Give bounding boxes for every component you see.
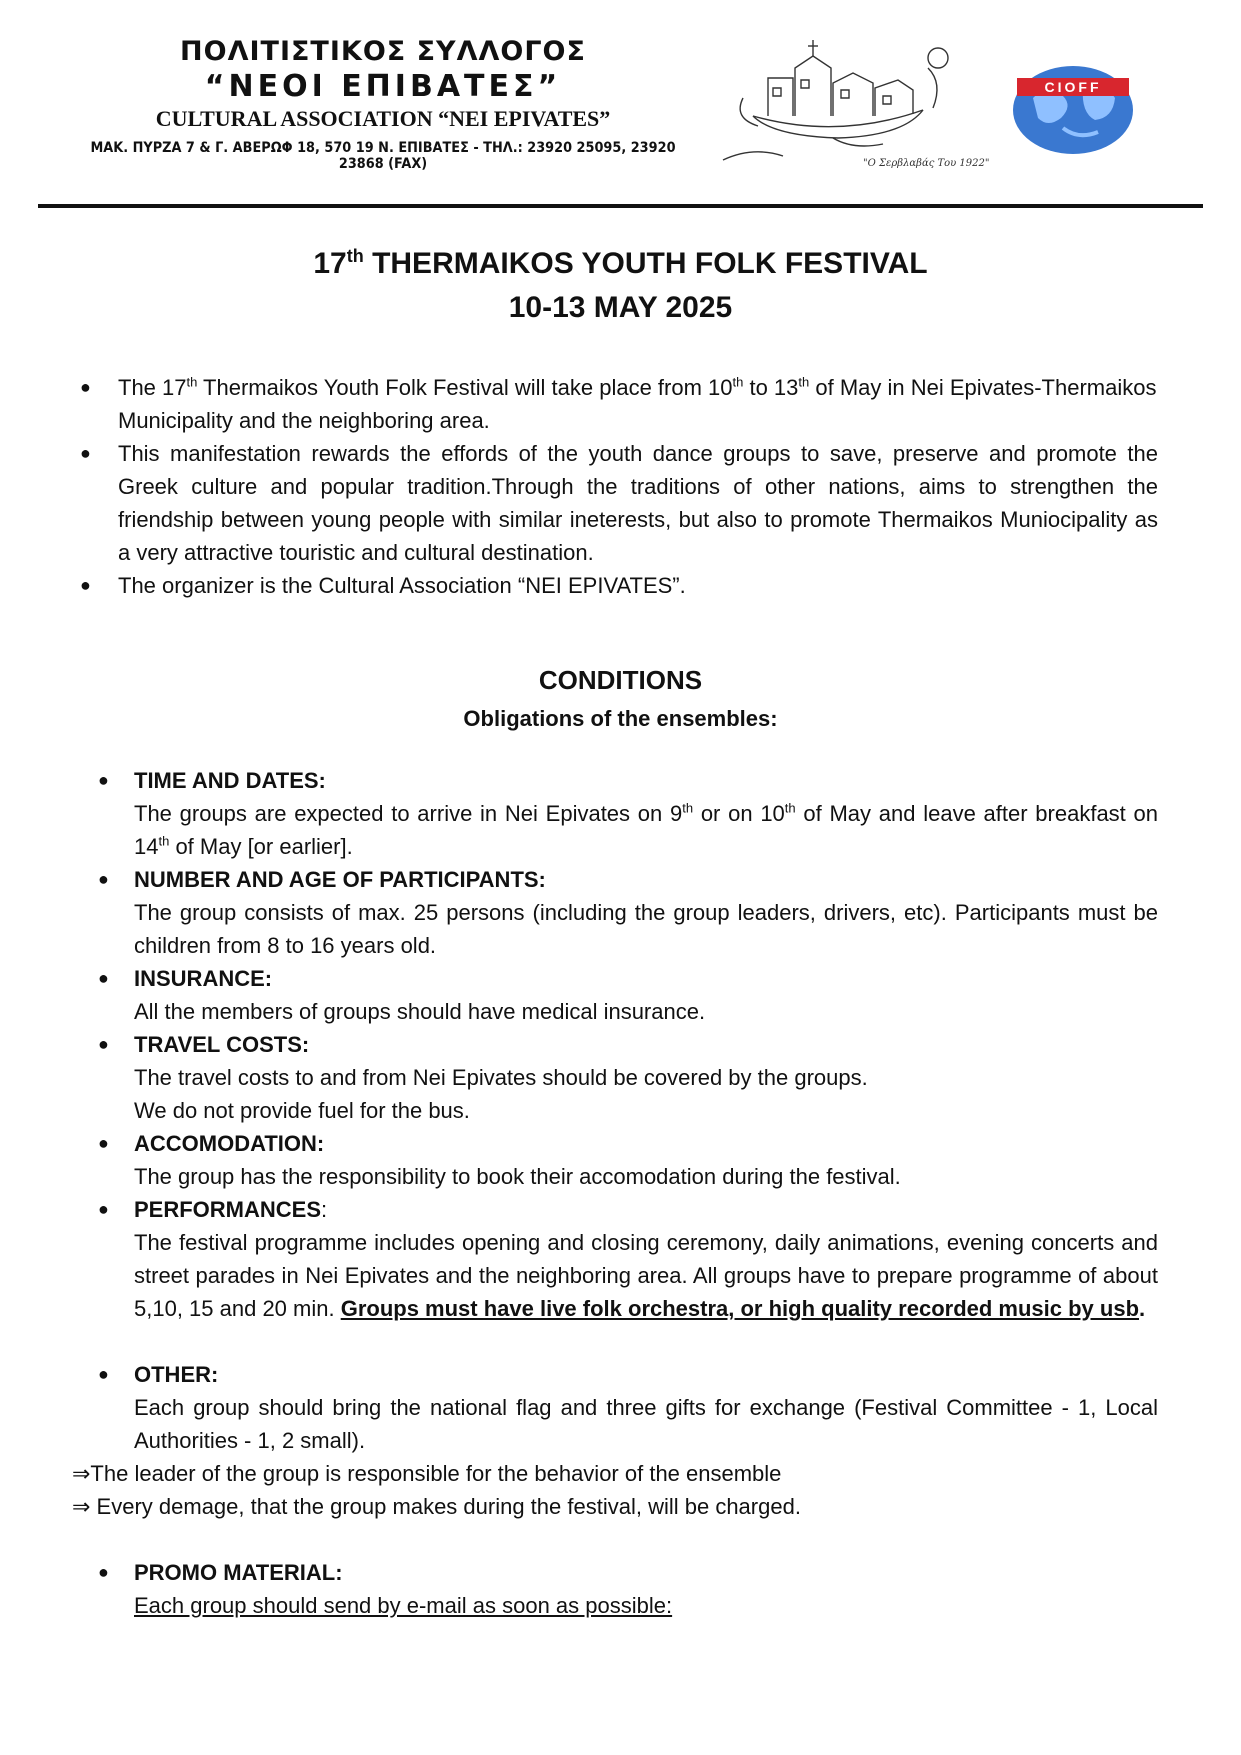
condition-number-and-age (134, 863, 1158, 962)
bullet-icon: ● (98, 770, 109, 790)
title-number: 17 (313, 247, 347, 280)
bullet-icon: ● (80, 377, 91, 397)
condition-body: The group consists of max. 25 persons (including the group leaders, drivers, etc). Participants must be children from 8 to 16 years old. (134, 900, 1158, 958)
bullet-icon: ● (80, 443, 91, 463)
condition-other (134, 1358, 1158, 1457)
condition-travel-costs (134, 1028, 1158, 1127)
condition-body-line: We do not provide fuel for the bus. (134, 1098, 470, 1123)
intro-bullet-2: This manifestation rewards the effords of the youth dance groups to save, preserve and promote the Greek culture and popular tradition.Through the traditions of other nations, aims to strengthen the friendship between young people with similar ineterests, but also to promote Thermaikos Muniocipality as a very attractive touristic and cultural destination. (118, 441, 1158, 565)
conditions-subheading: Obligations of the ensembles: (463, 706, 778, 731)
damage-charge-note: ⇒ Every demage, that the group makes during the festival, will be charged. (72, 1494, 801, 1519)
emblem-caption: "Ο Σερβλαβάς Του 1922" (863, 158, 990, 169)
condition-heading: OTHER: (134, 1362, 219, 1387)
title-ordinal: th (346, 246, 364, 266)
condition-heading: TRAVEL COSTS: (134, 1032, 310, 1057)
condition-performances (134, 1193, 1158, 1325)
title-text: THERMAIKOS YOUTH FOLK FESTIVAL (363, 247, 928, 280)
bullet-icon: ● (80, 575, 91, 595)
condition-insurance (134, 962, 1158, 1028)
intro-bullet-1: The 17th Thermaikos Youth Folk Festival will take place from 10th to 13th of May in Nei Epivates-Thermaikos Municipality and the neighboring area. (118, 374, 1157, 433)
condition-body: Each group should send by e-mail as soon as possible: (134, 1593, 673, 1618)
condition-body: All the members of groups should have medical insurance. (134, 999, 706, 1024)
condition-body: The group has the responsibility to book their accomodation during the festival. (134, 1164, 901, 1189)
bullet-icon: ● (98, 1562, 109, 1582)
english-association-name: CULTURAL ASSOCIATION “NEI EPIVATES” (155, 106, 611, 131)
cioff-logo (1003, 58, 1143, 158)
condition-body-line: The travel costs to and from Nei Epivates should be covered by the groups. (134, 1065, 868, 1090)
live-music-requirement: Groups must have live folk orchestra, or high quality recorded music by usb (340, 1296, 1140, 1321)
condition-body: The groups are expected to arrive in Nei Epivates on 9th or on 10th of May and leave after breakfast on 14th of May [or earlier]. (134, 800, 1159, 859)
condition-heading: NUMBER AND AGE OF PARTICIPANTS: (134, 867, 546, 892)
bullet-icon: ● (98, 869, 109, 889)
condition-body: The festival programme includes opening and closing ceremony, daily animations, evening concerts and street parades in Nei Epivates and the neighboring area. All groups have to prepare programme of about 5,10, 15 and 20 min. Groups must have live folk orchestra, or high quality recorded music by usb. (134, 1230, 1158, 1321)
condition-body: Each group should bring the national flag and three gifts for exchange (Festival Committee - 1, Local Authorities - 1, 2 small). (134, 1395, 1158, 1453)
letterhead (63, 28, 1173, 173)
conditions-heading: CONDITIONS (538, 665, 703, 695)
greek-association-name: ΠΟΛΙΤΙΣΤΙΚΟΣ ΣΥΛΛΟΓΟΣ (180, 36, 586, 67)
bullet-icon: ● (98, 1199, 109, 1219)
boat-town-emblem-icon (713, 28, 990, 173)
header-divider (38, 204, 1203, 208)
bullet-icon: ● (98, 1364, 109, 1384)
condition-heading: ACCOMODATION: (134, 1131, 325, 1156)
condition-heading: TIME AND DATES: (134, 768, 326, 793)
letterhead-text (63, 28, 703, 172)
condition-heading-row: PERFORMANCES: (134, 1197, 328, 1222)
intro-bullet-3: The organizer is the Cultural Association “NEI EPIVATES”. (118, 573, 686, 598)
bullet-icon: ● (98, 968, 109, 988)
condition-heading: PERFORMANCES (134, 1197, 322, 1222)
cioff-logo-text: CIOFF (1044, 79, 1102, 95)
association-address: ΜΑΚ. ΠΥΡΖΑ 7 & Γ. ΑΒΕΡΩΦ 18, 570 19 Ν. ΕΠΙΒΑΤΕΣ - ΤΗΛ.: 23920 25095, 23920 23868 (FAX) (90, 140, 676, 172)
greek-association-subname: “ΝΕΟΙ ΕΠΙΒΑΤΕΣ” (204, 69, 562, 104)
leader-responsibility-note: ⇒The leader of the group is responsible for the behavior of the ensemble (72, 1461, 782, 1486)
festival-dates: 10-13 MAY 2025 (508, 291, 733, 324)
condition-time-and-dates (134, 764, 1158, 863)
bullet-icon: ● (98, 1034, 109, 1054)
condition-promo-material (134, 1556, 1158, 1622)
condition-accomodation (134, 1127, 1158, 1193)
festival-title (0, 246, 1241, 281)
bullet-icon: ● (98, 1133, 109, 1153)
condition-heading: INSURANCE: (134, 966, 273, 991)
condition-heading: PROMO MATERIAL: (134, 1560, 343, 1585)
